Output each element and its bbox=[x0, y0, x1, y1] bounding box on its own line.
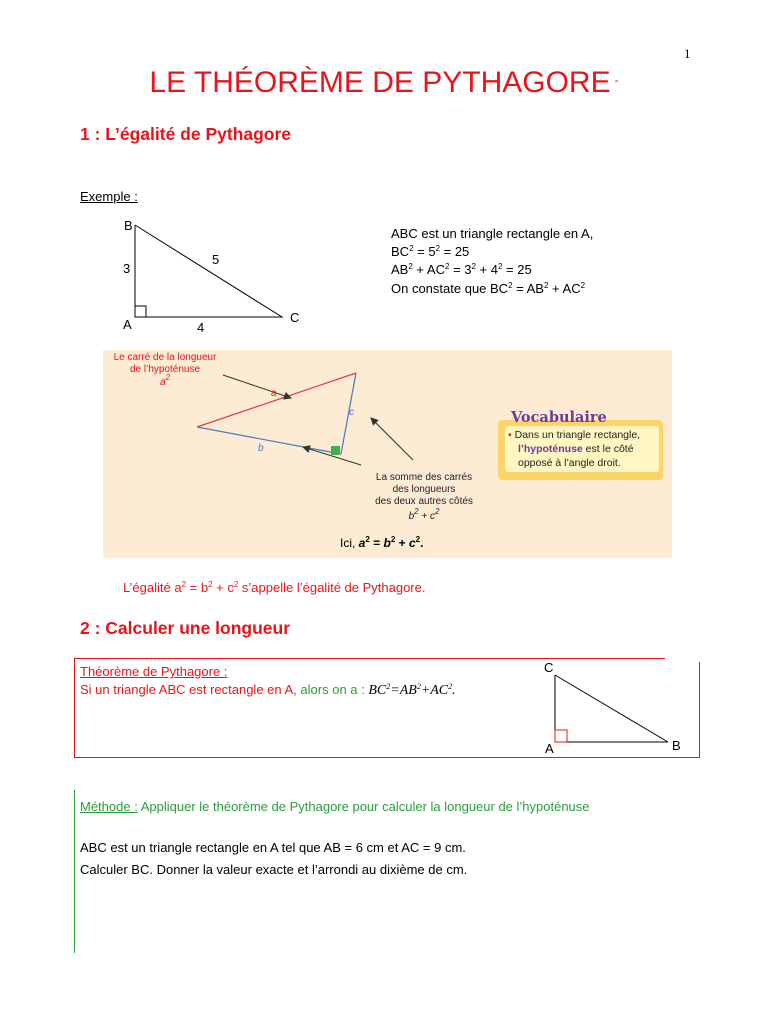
theorem-triangle bbox=[540, 660, 690, 760]
title-dash: - bbox=[614, 73, 619, 87]
vocabulary-text: • Dans un triangle rectangle, l’hypoténuse est le côté opposé à l’angle droit. bbox=[508, 429, 641, 469]
page-title bbox=[0, 66, 768, 100]
annotation-sum-2: des longueurs bbox=[392, 484, 456, 495]
method-text: Appliquer le théorème de Pythagore pour calculer la longueur de l’hypoténuse bbox=[137, 799, 590, 814]
figure-label-a: a bbox=[271, 388, 277, 399]
example-triangle bbox=[115, 215, 315, 340]
example-line-1: ABC est un triangle rectangle en A, bbox=[391, 226, 594, 241]
method-label: Méthode : bbox=[80, 799, 138, 814]
triangle-side-bc: 5 bbox=[212, 252, 220, 267]
triangle-side-ac: 4 bbox=[197, 320, 205, 335]
figure-label-c: c bbox=[349, 407, 354, 418]
theorem-label: Théorème de Pythagore : bbox=[80, 664, 228, 679]
annotation-hypotenuse-2: de l’hypoténuse bbox=[129, 364, 201, 375]
exercise-line-1: ABC est un triangle rectangle en A tel que AB = 6 cm et AC = 9 cm. bbox=[80, 840, 466, 855]
method-line bbox=[80, 799, 590, 816]
triangle-label-c: C bbox=[290, 310, 300, 325]
equality-sentence: L’égalité $a^2 = b^2 + c^2$ s’appelle l’égalité de Pythagore. bbox=[123, 580, 426, 595]
ici-prefix: Ici, bbox=[340, 536, 359, 550]
example-line-4: On constate que $BC^2 = AB^2 + AC^2$ bbox=[391, 281, 586, 296]
theorem-statement: Si un triangle ABC est rectangle en A, alors on a : $BC^2=AB^2+AC^2$. bbox=[80, 682, 456, 698]
example-line-3: $AB^2 + AC^2 = 3^2 + 4^2 = 25$ bbox=[391, 262, 532, 277]
method-margin-line bbox=[74, 790, 75, 953]
exercise-line-2: Calculer BC. Donner la valeur exacte et l’arrondi au dixième de cm. bbox=[80, 862, 468, 877]
theorem-triangle-label-b: B bbox=[672, 738, 681, 753]
figure-ici-line: Ici, $a^2 = b^2 + c^2$. bbox=[340, 535, 424, 550]
annotation-hypotenuse-1: Le carré de la longueur bbox=[113, 352, 217, 363]
section1-heading: 1 : L’égalité de Pythagore bbox=[80, 124, 292, 144]
triangle-label-a: A bbox=[123, 317, 132, 332]
page-number: 1 bbox=[684, 46, 691, 61]
vocabulary-title: Vocabulaire bbox=[511, 409, 607, 426]
triangle-label-b: B bbox=[124, 218, 133, 233]
annotation-sum-4: $b^2 + c^2$ bbox=[408, 507, 440, 522]
theorem-triangle-label-a: A bbox=[545, 741, 554, 756]
figure-label-b: b bbox=[258, 443, 264, 454]
example-line-2: $BC^2 = 5^2 = 25$ bbox=[391, 244, 470, 259]
annotation-sum-1: La somme des carrés bbox=[375, 472, 473, 483]
triangle-side-ab: 3 bbox=[123, 261, 131, 276]
example-label: Exemple : bbox=[80, 189, 138, 204]
annotation-hypotenuse-3: $a^2$ bbox=[159, 373, 170, 388]
theorem-triangle-label-c: C bbox=[544, 660, 554, 675]
annotation-sum-3: des deux autres côtés bbox=[375, 496, 473, 507]
section2-heading: 2 : Calculer une longueur bbox=[80, 618, 291, 638]
title-text: LE THÉORÈME DE PYTHAGORE bbox=[149, 66, 611, 99]
